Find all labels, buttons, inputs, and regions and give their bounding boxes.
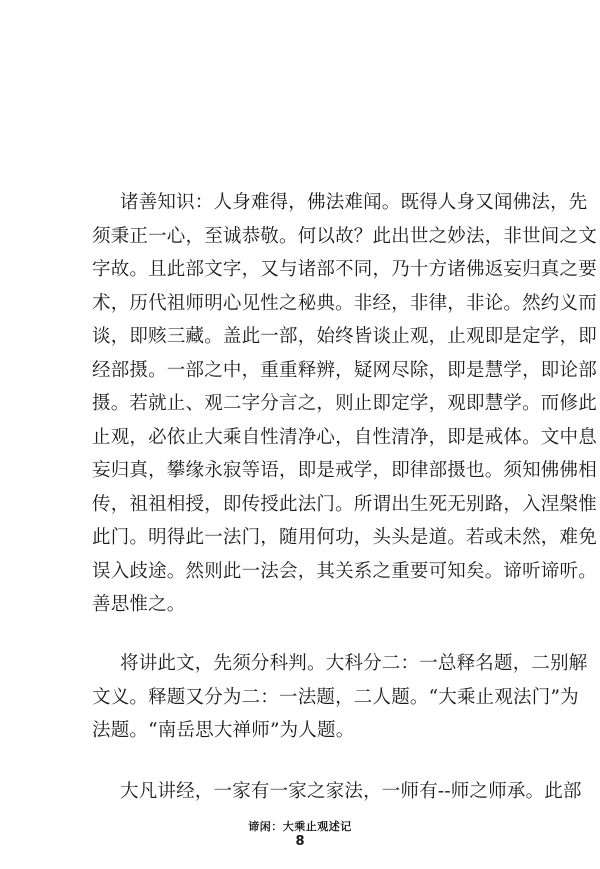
paragraph-3 bbox=[92, 775, 582, 809]
paragraph-2 bbox=[92, 647, 588, 748]
text-line: 字故。且此部文字，又与诸部不同，乃十方诸佛返妄归真之要 bbox=[92, 259, 597, 280]
text-line: 须秉正一心，至诚恭敬。何以故？此出世之妙法，非世间之文 bbox=[92, 225, 597, 247]
text-line: 误入歧途。然则此一法会，其关系之重要可知矣。谛听谛听。 bbox=[92, 560, 597, 582]
text-line: 止观，必依止大乘自性清净心，自性清净，即是戒体。文中息 bbox=[92, 426, 597, 448]
paragraph-1 bbox=[92, 186, 597, 622]
text-line: 妄归真，攀缘永寂等语，即是戒学，即律部摄也。须知佛佛相 bbox=[92, 460, 597, 481]
text-line: 术，历代祖师明心见性之秘典。非经，非律，非论。然约义而 bbox=[92, 292, 597, 314]
text-line: 大凡讲经，一家有一家之家法，一师有--师之师承。此部 bbox=[120, 781, 582, 802]
text-line: 诸善知识：人身难得，佛法难闻。既得人身又闻佛法，先 bbox=[120, 192, 588, 213]
text-line: 经部摄。一部之中，重重释辨，疑网尽除，即是慧学，即论部 bbox=[92, 359, 597, 381]
text-line: 文义。释题又分为二：一法题，二人题。“大乘止观法门”为 bbox=[92, 686, 579, 708]
text-line: 善思惟之。 bbox=[92, 594, 186, 615]
text-line: 传，祖祖相授，即传授此法门。所谓出生死无别路，入涅槃惟 bbox=[92, 493, 597, 515]
text-line: 此门。明得此一法门，随用何功，头头是道。若或未然，难免 bbox=[92, 527, 597, 548]
page-number: 8 bbox=[295, 834, 305, 849]
text-line: 摄。若就止、观二字分言之，则止即定学，观即慧学。而修此 bbox=[92, 393, 597, 414]
text-line: 法题。“南岳思大禅师”为人题。 bbox=[92, 720, 355, 741]
footer-book-title: 谛闲：大乘止观述记 bbox=[248, 820, 352, 833]
text-line: 将讲此文，先须分科判。大科分二：一总释名题，二别解 bbox=[120, 653, 588, 674]
text-line: 谈，即赅三藏。盖此一部，始终皆谈止观，止观即是定学，即 bbox=[92, 326, 597, 347]
